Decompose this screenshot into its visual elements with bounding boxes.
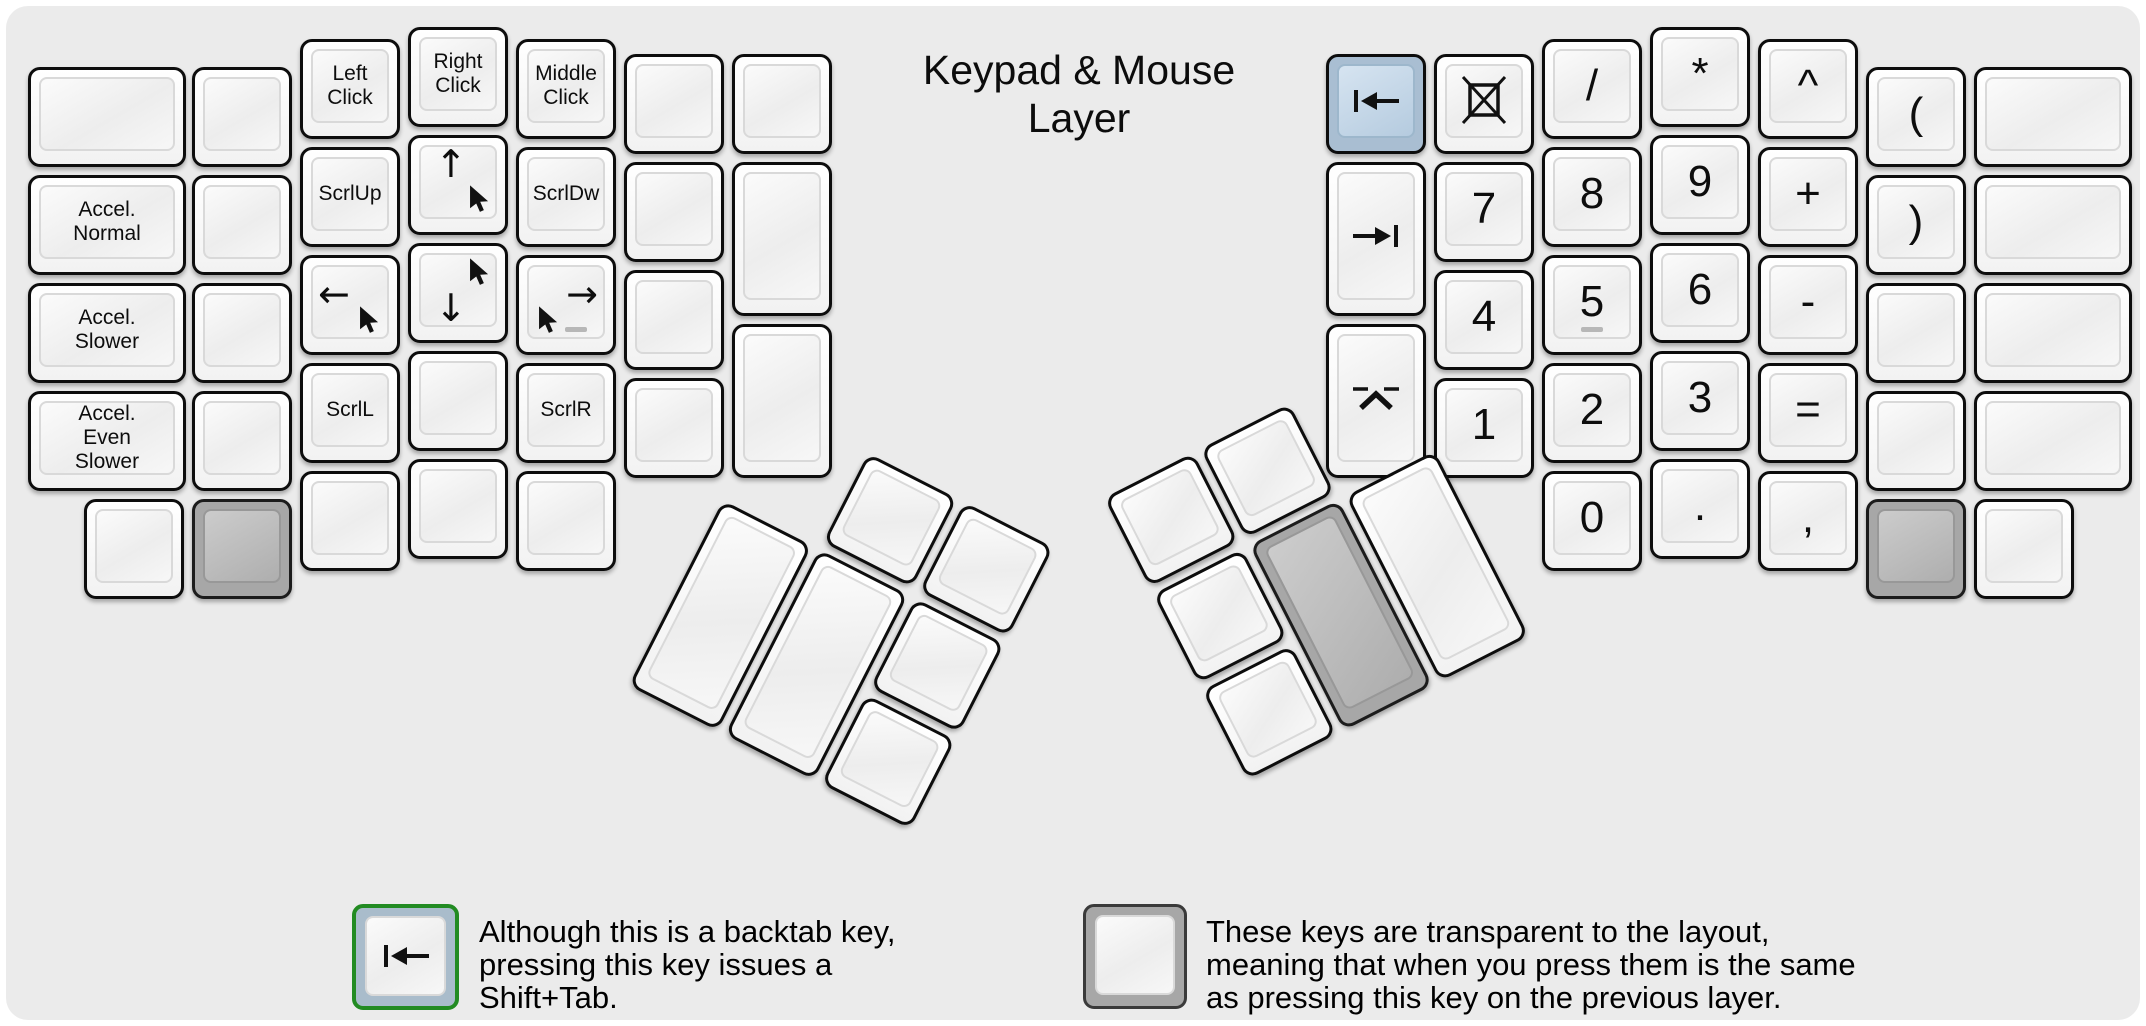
key-blank-cap [95,509,173,583]
key-label: Accel. [78,402,136,425]
key-label: Slower [74,450,140,473]
key-plus [1758,147,1858,247]
transparent-legend-keycap [1095,915,1175,995]
key-label: 2 [1579,385,1605,434]
backtab-icon [379,941,433,971]
key-5 [1542,255,1642,355]
backtab-legend-key [352,904,459,1010]
key-open-paren [1866,67,1966,167]
key-accel-slower [28,283,186,383]
arrow-up-icon: ↑ [435,142,467,186]
key-blank-cap [1118,467,1221,568]
backtab-legend-text [479,915,895,1014]
key-blank [192,283,292,383]
key-blank-cap [1985,77,2121,151]
key-blank-cap [936,516,1039,617]
key-label: 0 [1579,493,1605,542]
key-0-cap [1553,481,1631,555]
key-caret-cap [1769,49,1847,123]
key-blank [1866,283,1966,383]
key-label: ScrlDw [532,182,600,205]
key-blank [732,162,832,316]
key-blank [624,270,724,370]
key-label: ScrlUp [318,182,382,205]
key-6-cap [1661,253,1739,327]
backtab-legend-line: Shift+Tab. [479,980,618,1015]
key-blank-cap [1985,185,2121,259]
key-blank [192,391,292,491]
key-tab [1326,162,1426,316]
key-label: Slower [74,330,140,353]
key-1-cap [1445,388,1523,462]
key-label: 1 [1471,400,1497,449]
key-blank-cap [527,481,605,555]
mouse-pointer-icon-wrap [536,305,559,336]
key-blank-cap [743,64,821,138]
key-5-cap [1553,265,1631,339]
key-9 [1650,135,1750,235]
key-label: ) [1908,197,1924,246]
page-title-line2: Layer [1027,95,1131,141]
key-mouse-down-cap [419,253,497,330]
key-0 [1542,471,1642,571]
backtab-icon [1349,86,1403,116]
key-label: 7 [1471,184,1497,233]
key-mouse-left [300,255,400,355]
key-label: Right [433,50,483,73]
key-4 [1434,270,1534,370]
key-blank-cap [1216,659,1319,760]
key-blank [1974,67,2132,167]
key-comma [1758,471,1858,571]
key-7-cap [1445,172,1523,246]
key-1 [1434,378,1534,478]
key-caret [1758,39,1858,139]
key-minus-cap [1769,265,1847,339]
key-blank-cap [203,185,281,259]
key-blank-cap [203,77,281,151]
key-blank [1866,391,1966,491]
key-label: / [1585,61,1599,110]
key-slash-cap [1553,49,1631,123]
key-label: 8 [1579,169,1605,218]
transparent-legend-key [1083,904,1187,1009]
mouse-pointer-icon-wrap [357,305,380,336]
key-asterisk-cap [1661,37,1739,111]
key-middle-click [516,39,616,139]
key-clear-box-cap [1445,64,1523,138]
key-3-cap [1661,361,1739,435]
key-blank [1974,391,2132,491]
mouse-pointer-icon-wrap [467,184,490,215]
key-mouse-up-cap [419,142,497,219]
key-label: ScrlR [540,398,592,421]
key-7 [1434,162,1534,262]
key-label: Click [543,86,589,109]
key-label: Accel. [78,198,136,221]
key-mouse-up [408,135,508,235]
key-2 [1542,363,1642,463]
key-blank-cap [1985,401,2121,475]
key-close-paren-cap [1877,185,1955,259]
key-8-cap [1553,157,1631,231]
key-label: ^ [1797,61,1819,110]
transparent-legend-line: meaning that when you press them is the same [1206,947,1856,982]
key-blank-cap [1985,293,2121,367]
key-accel-even-slower-cap [39,401,175,475]
key-blank-cap [39,77,175,151]
key-blank-cap [635,172,713,246]
key-8 [1542,147,1642,247]
key-label: 9 [1687,157,1713,206]
key-equals [1758,363,1858,463]
key-blank [408,351,508,451]
key-mouse-right [516,255,616,355]
key-middle-click-cap [527,49,605,123]
key-blank [624,378,724,478]
key-blank-cap [1215,417,1318,518]
key-3 [1650,351,1750,451]
key-equals-cap [1769,373,1847,447]
key-blank-cap [887,612,990,713]
key-label: Middle [535,62,597,85]
key-label: Click [327,86,373,109]
key-blank-cap [1167,563,1270,664]
key-label: Left [332,62,368,85]
key-blank-cap [635,64,713,138]
key-blank-cap [635,388,713,462]
clear-box-icon [1458,75,1510,127]
mouse-pointer-icon [536,305,559,336]
key-label: * [1691,49,1709,98]
key-blank-cap [419,469,497,543]
key-blank [1974,499,2074,599]
key-blank [28,67,186,167]
key-right-click-cap [419,37,497,111]
key-label: 6 [1687,265,1713,314]
key-blank [1974,283,2132,383]
key-scroll-up-cap [311,157,389,231]
key-mouse-right-cap [527,265,605,339]
transparent-legend-line: These keys are transparent to the layout, [1206,914,1770,949]
page-title-line1: Keypad & Mouse [922,47,1236,93]
key-accel-normal-cap [39,185,175,259]
key-transparent-cap [203,509,281,583]
key-blank [192,175,292,275]
homing-bar [1581,327,1603,332]
mouse-pointer-icon-wrap [467,257,490,288]
backtab-legend-line: pressing this key issues a [479,947,833,982]
key-blank [300,471,400,571]
key-open-paren-cap [1877,77,1955,151]
key-6 [1650,243,1750,343]
key-blank-cap [838,708,941,809]
key-label: + [1795,169,1821,218]
key-label: Accel. [78,306,136,329]
backtab-legend-keycap [365,916,446,996]
key-scroll-left-cap [311,373,389,447]
transparent-legend-line: as pressing this key on the previous layer. [1206,980,1782,1015]
arrow-right-icon: → [566,272,598,316]
key-label: 4 [1471,292,1497,341]
key-plus-cap [1769,157,1847,231]
key-blank [1974,175,2132,275]
key-blank-cap [203,401,281,475]
key-minus [1758,255,1858,355]
key-label: Even [83,426,131,449]
key-label: . [1693,481,1707,530]
key-blank-cap [635,280,713,354]
mouse-pointer-icon [357,305,380,336]
mouse-pointer-icon [467,184,490,215]
key-blank-cap [203,293,281,367]
key-slash [1542,39,1642,139]
key-blank [408,459,508,559]
key-label: - [1800,277,1816,326]
key-label: Click [435,74,481,97]
key-transparent-cap [1877,509,1955,583]
key-clear-box [1434,54,1534,154]
transparent-legend-text [1206,915,1856,1014]
key-label: ScrlL [326,398,374,421]
key-period [1650,459,1750,559]
key-blank-cap [1877,401,1955,475]
key-label: = [1795,385,1821,434]
key-transparent [1866,499,1966,599]
key-scroll-left [300,363,400,463]
tab-icon [1349,221,1403,251]
key-4-cap [1445,280,1523,354]
key-blank-cap [419,361,497,435]
key-2-cap [1553,373,1631,447]
key-tab-cap [1337,172,1415,300]
key-period-cap [1661,469,1739,543]
key-accel-normal [28,175,186,275]
key-blank-cap [840,467,943,568]
key-backtab [1326,54,1426,154]
page-title [879,46,1279,142]
key-label: ( [1908,89,1924,138]
key-blank-cap [1877,293,1955,367]
key-blank [516,471,616,571]
key-label: Normal [73,222,141,245]
key-label: , [1801,493,1815,542]
key-backtab-cap [1337,64,1415,138]
mouse-pointer-icon [467,257,490,288]
key-asterisk [1650,27,1750,127]
key-mouse-left-cap [311,265,389,339]
backtab-legend-line: Although this is a backtab key, [479,914,896,949]
key-blank [624,54,724,154]
key-blank [192,67,292,167]
key-blank [84,499,184,599]
key-left-click-cap [311,49,389,123]
key-blank [732,54,832,154]
key-scroll-down [516,147,616,247]
homing-bar [565,327,587,332]
key-scroll-down-cap [527,157,605,231]
key-blank-cap [1985,509,2063,583]
key-scroll-right [516,363,616,463]
key-transparent [192,499,292,599]
key-9-cap [1661,145,1739,219]
key-scroll-right-cap [527,373,605,447]
arrow-left-icon: ← [318,272,350,316]
key-accel-even-slower [28,391,186,491]
key-label: 3 [1687,373,1713,422]
key-close-paren [1866,175,1966,275]
key-blank [624,162,724,262]
key-accel-slower-cap [39,293,175,367]
key-label: 5 [1579,277,1605,326]
key-scroll-up [300,147,400,247]
key-comma-cap [1769,481,1847,555]
keyboard-layout-panel [6,6,2140,1020]
arrow-down-icon: ↓ [435,286,467,330]
key-mouse-down [408,243,508,343]
key-right-click [408,27,508,127]
key-left-click [300,39,400,139]
key-blank-cap [311,481,389,555]
key-blank-cap [743,172,821,300]
